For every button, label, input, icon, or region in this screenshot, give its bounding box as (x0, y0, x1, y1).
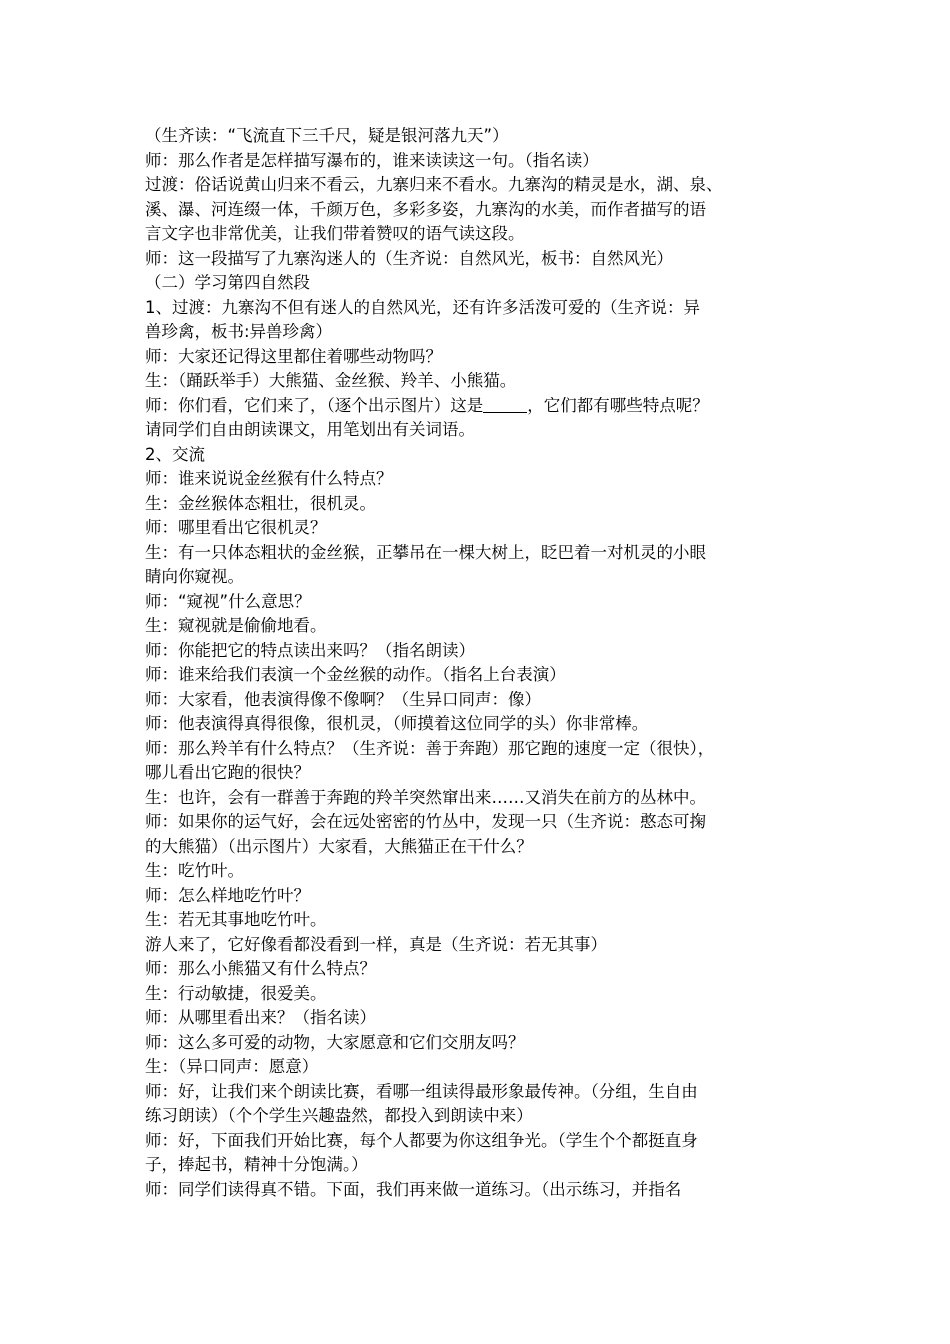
document-body (145, 124, 813, 1202)
text-line: 师：如果你的运气好，会在远处密密的竹丛中，发现一只（生齐说：憨态可掬 (145, 812, 706, 831)
text-line: （生齐读：“飞流直下三千尺，疑是银河落九天”） (145, 126, 509, 145)
text-line: 生：也许，会有一群善于奔跑的羚羊突然窜出来……又消失在前方的丛林中。 (145, 787, 706, 807)
text-line: 师：哪里看出它很机灵？ (145, 518, 327, 537)
text-line: 师：那么作者是怎样描写瀑布的，谁来读读这一句。（指名读） (145, 150, 599, 170)
text-line: 1、过渡：九寨沟不但有迷人的自然风光，还有许多活泼可爱的（生齐说：异 (145, 297, 700, 317)
text-line-prefix: 师：你们看，它们来了，（逐个出示图片）这是 (145, 395, 484, 415)
text-line: 师：那么小熊猫又有什么特点？ (145, 959, 376, 978)
text-line: 生：金丝猴体态粗壮，很机灵。 (145, 493, 376, 513)
text-line: 师：好，让我们来个朗读比赛，看哪一组读得最形象最传神。（分组，生自由 (145, 1081, 698, 1101)
text-line: 生：窥视就是偷偷地看。 (145, 616, 327, 635)
text-line-suffix: ，它们都有哪些特点呢？ (527, 395, 709, 415)
text-line: 师：这么多可爱的动物，大家愿意和它们交朋友吗？ (145, 1032, 525, 1052)
text-line: 生：吃竹叶。 (145, 861, 244, 880)
section-heading: （二）学习第四自然段 (145, 273, 310, 292)
text-line: 师：这一段描写了九寨沟迷人的（生齐说：自然风光，板书：自然风光） (145, 248, 673, 268)
text-line: 过渡：俗话说黄山归来不看云，九寨归来不看水。九寨沟的精灵是水，湖、泉、 (145, 175, 723, 194)
text-line: 师：怎么样地吃竹叶？ (145, 885, 310, 905)
text-line: 子，捧起书，精神十分饱满。） (145, 1155, 368, 1174)
text-line: 师：好，下面我们开始比赛，每个人都要为你这组争光。（学生个个都挺直身 (145, 1130, 698, 1150)
fill-in-blank (483, 395, 527, 413)
text-line: 师：大家看，他表演得像不像啊？（生异口同声：像） (145, 689, 541, 709)
text-line: 溪、瀑、河连缀一体，千颜万色，多彩多姿，九寨沟的水美，而作者描写的语 (145, 199, 706, 219)
text-line: 生：（踊跃举手）大熊猫、金丝猴、羚羊、小熊猫。 (145, 371, 517, 390)
text-line: 请同学们自由朗读课文，用笔划出有关词语。 (145, 420, 475, 439)
section-heading: 2、交流 (145, 444, 205, 464)
text-line: 生：若无其事地吃竹叶。 (145, 910, 327, 929)
text-line: 师：“窥视”什么意思？ (145, 591, 311, 611)
text-line: 哪儿看出它跑的很快？ (145, 763, 310, 782)
text-line: 师：他表演得真得很像，很机灵，（师摸着这位同学的头）你非常棒。 (145, 714, 649, 733)
text-line: 生：行动敏捷，很爱美。 (145, 983, 327, 1003)
text-line: 睛向你窥视。 (145, 567, 244, 586)
text-line: 的大熊猫）（出示图片）大家看，大熊猫正在干什么？ (145, 836, 533, 856)
text-line: 生：有一只体态粗状的金丝猴，正攀吊在一棵大树上，眨巴着一对机灵的小眼 (145, 542, 706, 562)
text-line: 生：（异口同声：愿意） (145, 1057, 319, 1076)
text-line: 师：谁来给我们表演一个金丝猴的动作。（指名上台表演） (145, 665, 566, 684)
text-line: 练习朗读）（个个学生兴趣盎然，都投入到朗读中来） (145, 1106, 533, 1125)
text-line: 师：那么羚羊有什么特点？（生齐说：善于奔跑）那它跑的速度一定（很快）， (145, 738, 715, 758)
text-line: 师：谁来说说金丝猴有什么特点？ (145, 469, 393, 488)
text-line: 言文字也非常优美，让我们带着赞叹的语气读这段。 (145, 224, 525, 243)
text-line: 兽珍禽，板书:异兽珍禽） (145, 322, 333, 341)
text-line: 师：大家还记得这里都住着哪些动物吗？ (145, 346, 442, 366)
text-line: 师：你能把它的特点读出来吗？（指名朗读） (145, 640, 475, 660)
text-line: 师：同学们读得真不错。下面，我们再来做一道练习。（出示练习，并指名 (145, 1179, 682, 1199)
text-line: 游人来了，它好像看都没看到一样，真是（生齐说：若无其事） (145, 934, 607, 954)
text-line-with-blank (145, 394, 813, 419)
text-line: 师：从哪里看出来？（指名读） (145, 1008, 376, 1027)
